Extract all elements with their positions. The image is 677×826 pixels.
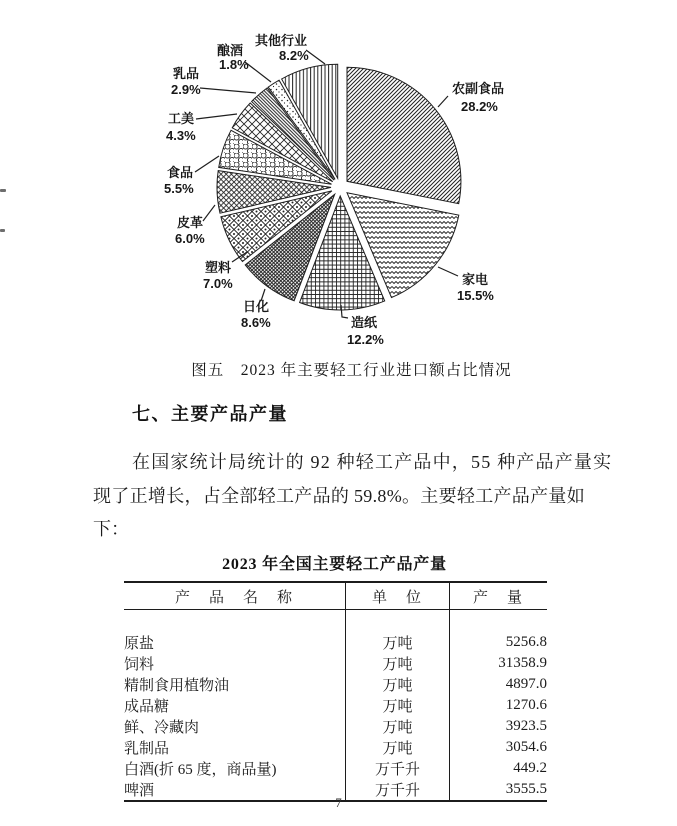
pie-label-value: 4.3% <box>166 128 196 143</box>
table-cell: 万千升 <box>346 779 450 801</box>
table-header-cell: 产 量 <box>450 582 548 610</box>
paragraph-line: 现了正增长，占全部轻工产品的 59.8%。主要轻工产品产量如 <box>93 486 585 506</box>
table-cell: 鲜、冷藏肉 <box>124 716 346 737</box>
table-cell: 31358.9 <box>498 655 547 671</box>
pie-label-name: 工美 <box>168 111 195 126</box>
pie-label-value: 5.5% <box>164 181 194 196</box>
pie-leader-line <box>438 267 458 276</box>
table-header-cell: 产 品 名 称 <box>124 582 346 610</box>
pie-label-value: 12.2% <box>347 332 384 347</box>
pie-leader-line <box>438 96 448 107</box>
table-cell: 成品糖 <box>124 695 346 716</box>
table-row <box>124 758 547 779</box>
table-cell: 万吨 <box>346 695 450 716</box>
pie-label-name: 塑料 <box>205 260 232 275</box>
paragraph-line: 在国家统计局统计的 92 种轻工产品中，55 种产品产量实 <box>132 452 613 472</box>
pie-leader-line <box>195 156 219 172</box>
table-cell: 万吨 <box>346 674 450 695</box>
table-row <box>124 674 547 695</box>
pie-label-value: 7.0% <box>203 276 233 291</box>
table-row <box>124 653 547 674</box>
table-spacer-row <box>124 610 547 633</box>
pie-label-value: 28.2% <box>461 99 498 114</box>
table-cell: 啤酒 <box>124 779 346 801</box>
pie-label-name: 乳品 <box>173 66 200 81</box>
section-heading: 七、主要产品产量 <box>132 404 288 424</box>
table-cell: 饲料 <box>124 653 346 674</box>
pie-label-name: 造纸 <box>351 315 378 330</box>
pie-leader-line <box>245 62 271 82</box>
pie-label-name: 皮革 <box>177 215 204 230</box>
table-header-cell: 单 位 <box>346 582 450 610</box>
table-cell: 3555.5 <box>505 781 547 797</box>
pie-label-value: 8.6% <box>241 315 271 330</box>
pie-leader-line <box>200 88 256 93</box>
table-row <box>124 632 547 653</box>
table-cell: 精制食用植物油 <box>124 674 346 695</box>
table-cell: 原盐 <box>124 632 346 653</box>
table-cell: 3923.5 <box>505 718 547 734</box>
table-cell: 3054.6 <box>505 739 547 755</box>
table-title: 2023 年全国主要轻工产品产量 <box>222 556 447 573</box>
page-number: 7 <box>335 795 342 810</box>
pie-label-value: 2.9% <box>171 82 201 97</box>
table-row <box>124 716 547 737</box>
production-table <box>124 581 547 802</box>
pie-label-value: 1.8% <box>219 57 249 72</box>
pie-label-value: 6.0% <box>175 231 205 246</box>
pie-leader-line <box>203 205 215 221</box>
table-cell: 万吨 <box>346 653 450 674</box>
table-cell: 万千升 <box>346 758 450 779</box>
pie-label-name: 酿酒 <box>217 43 244 58</box>
table-cell: 4897.0 <box>505 676 547 692</box>
figure-caption: 图五 2023 年主要轻工行业进口额占比情况 <box>191 362 512 379</box>
pie-label-name: 农副食品 <box>452 81 505 96</box>
table-cell: 5256.8 <box>505 634 547 650</box>
pie-label-name: 食品 <box>167 165 194 180</box>
pie-label-value: 8.2% <box>279 48 309 63</box>
pie-label-name: 其他行业 <box>255 33 308 48</box>
table-cell: 1270.6 <box>505 697 547 713</box>
table-row <box>124 695 547 716</box>
table-cell: 449.2 <box>513 760 547 776</box>
pie-label-name: 家电 <box>462 272 489 287</box>
table-cell: 万吨 <box>346 632 450 653</box>
table-header-row <box>124 582 547 610</box>
table-cell: 白酒(折 65 度，商品量) <box>124 758 346 779</box>
pie-chart <box>0 0 677 352</box>
table-cell: 万吨 <box>346 737 450 758</box>
table-row <box>124 737 547 758</box>
table-cell: 万吨 <box>346 716 450 737</box>
pie-label-name: 日化 <box>243 299 270 314</box>
pie-label-value: 15.5% <box>457 288 494 303</box>
pie-leader-line <box>306 50 325 64</box>
table-cell: 乳制品 <box>124 737 346 758</box>
pie-slice <box>347 67 461 203</box>
paragraph-line: 下： <box>93 519 129 539</box>
pie-leader-line <box>196 114 237 119</box>
